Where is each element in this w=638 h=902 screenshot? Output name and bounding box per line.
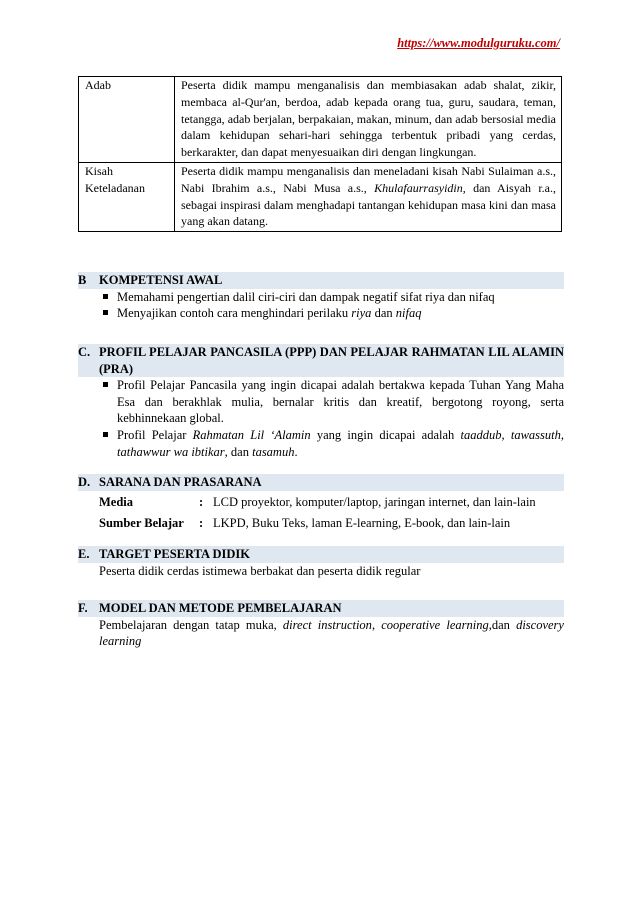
section-kompetensi-awal	[78, 272, 564, 322]
text-run: , dan	[224, 444, 253, 459]
bullet-list	[78, 377, 564, 460]
list-item	[99, 289, 564, 306]
sarana-item	[78, 515, 564, 532]
table-value-cell	[175, 77, 562, 163]
text-run: yang ingin dicapai adalah	[310, 427, 461, 442]
text-run: Peserta didik mampu menganalisis dan meneladani kisah Nabi Sulaiman a.s., Nabi Ibrahim a.s., Nabi Musa a.s.,	[181, 163, 556, 195]
section-profil-pelajar	[78, 344, 564, 460]
section-model-metode	[78, 600, 564, 650]
list-item	[99, 427, 564, 460]
table-key-cell: Kisah Keteladanan	[79, 162, 175, 231]
rich-text	[99, 564, 420, 578]
list-item	[99, 377, 564, 427]
rich-text	[117, 378, 564, 425]
text-run: Profil Pelajar	[117, 427, 193, 442]
text-run: Profil Pelajar Pancasila yang ingin dicapai adalah bertakwa kepada Tuhan Yang Maha Esa dan berakhlak mulia, bernalar kritis dan kreatif, bergotong royong, serta kebhinnekaan global.	[117, 378, 564, 426]
section-number: B	[78, 273, 87, 287]
text-run: ,dan	[488, 617, 517, 632]
header-url-link[interactable]: https://www.modulguruku.com/	[397, 36, 560, 50]
section-sarana-prasarana	[78, 474, 564, 532]
bullet-list	[78, 289, 564, 322]
rich-text	[181, 78, 556, 159]
section-heading	[78, 344, 564, 377]
rich-text	[99, 618, 564, 649]
item-key: Media	[99, 494, 134, 509]
section-paragraph	[78, 617, 564, 650]
section-heading	[78, 546, 564, 563]
item-key: Sumber Belajar	[99, 516, 184, 531]
section-number: E.	[78, 547, 90, 561]
rich-text	[117, 306, 421, 320]
section-number: C.	[78, 345, 91, 359]
section-title: PROFIL PELAJAR PANCASILA (PPP) DAN PELAJAR RAHMATAN LIL ALAMIN (PRA)	[99, 345, 564, 376]
italic-text: tasamuh	[252, 444, 295, 459]
italic-text: Khulafaurrasyidin,	[374, 180, 466, 195]
table-row	[79, 162, 562, 231]
rich-text	[117, 428, 564, 459]
italic-text: cooperative learning	[381, 617, 489, 632]
italic-text: nifaq	[395, 306, 422, 321]
section-number: F.	[78, 601, 88, 615]
text-run: dan	[371, 306, 396, 321]
capaian-table	[78, 76, 562, 232]
text-run: Menyajikan contoh cara menghindari perilaku	[117, 306, 352, 321]
italic-text: riya	[351, 306, 372, 321]
italic-text: taaddub, tawassuth, tathawwur wa ibtikar	[117, 427, 564, 459]
text-run: Peserta didik mampu menganalisis dan membiasakan adab shalat, zikir, membaca al-Qur'an, berdoa, adab kepada orang tua, guru, saudara, teman, tetangga, adab berjalan, berpakaian, makan, minum, dan adab bersosial media dalam kehidupan sehari-hari sehingga terbentuk pribadi yang cerdas, berkarakter, dan dapat menyesuaikan diri dengan lingkungan.	[181, 78, 556, 160]
section-target-peserta	[78, 546, 564, 579]
italic-text: Rahmatan Lil ‘Alamin	[192, 427, 311, 442]
text-run: Memahami pengertian dalil ciri-ciri dan dampak negatif sifat riya dan nifaq	[117, 289, 495, 304]
section-heading	[78, 600, 564, 617]
item-colon: :	[199, 494, 204, 509]
rich-text	[181, 164, 556, 228]
text-run: Peserta didik cerdas istimewa berbakat dan peserta didik regular	[99, 563, 421, 578]
section-title: MODEL DAN METODE PEMBELAJARAN	[99, 601, 342, 615]
section-title: SARANA DAN PRASARANA	[99, 475, 262, 489]
item-value: LCD proyektor, komputer/laptop, jaringan internet, dan lain-lain	[213, 494, 536, 509]
item-colon: :	[199, 516, 204, 531]
text-run: Pembelajaran dengan tatap muka,	[99, 617, 283, 632]
section-heading	[78, 474, 564, 491]
item-value: LKPD, Buku Teks, laman E-learning, E-book, dan lain-lain	[213, 516, 511, 531]
text-run: .	[294, 444, 298, 459]
sarana-item	[78, 494, 564, 511]
list-item	[99, 305, 564, 322]
text-run: dan Aisyah r.a., sebagai inspirasi dalam menghadapi tantangan kehidupan masa kini dan masa yang akan datang.	[181, 180, 556, 229]
section-title: KOMPETENSI AWAL	[99, 273, 223, 287]
section-paragraph	[78, 563, 564, 580]
table-key-cell: Adab	[79, 77, 175, 163]
italic-text: direct instruction	[282, 617, 372, 632]
table-row	[79, 77, 562, 163]
section-heading	[78, 272, 564, 289]
italic-text: discovery learning	[99, 617, 564, 649]
section-title: TARGET PESERTA DIDIK	[99, 547, 250, 561]
text-run: ,	[371, 617, 382, 632]
rich-text	[117, 290, 495, 304]
section-number: D.	[78, 475, 91, 489]
table-value-cell	[175, 162, 562, 231]
